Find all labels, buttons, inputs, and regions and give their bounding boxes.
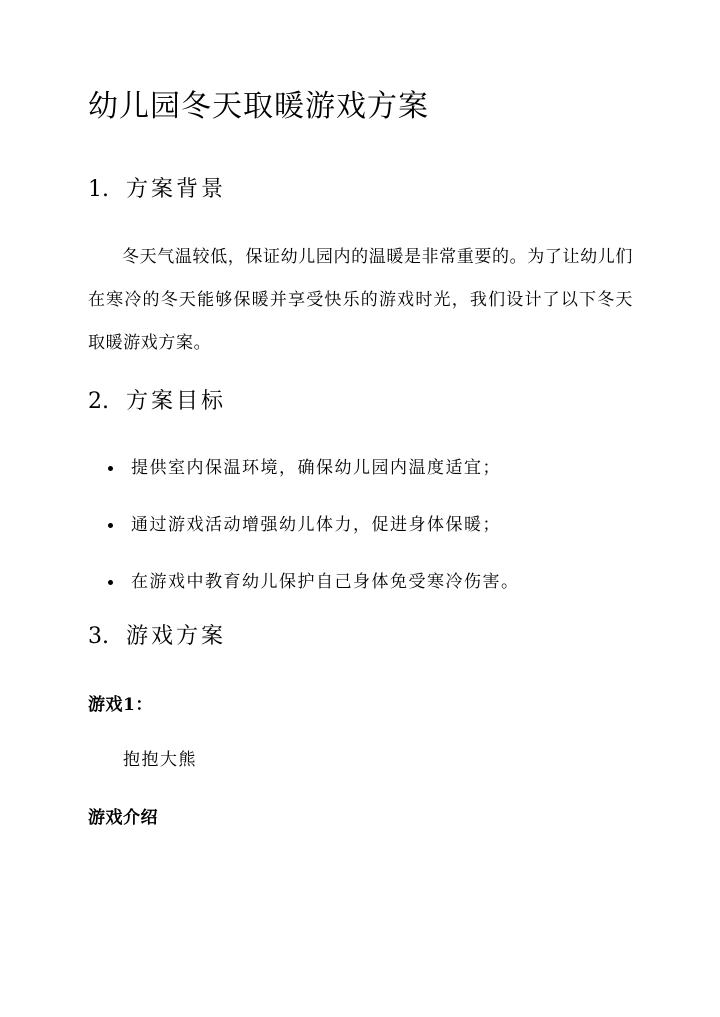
background-paragraph: 冬天气温较低，保证幼儿园内的温暖是非常重要的。为了让幼儿们在寒冷的冬天能够保暖并享受快乐的游戏时光，我们设计了以下冬天取暖游戏方案。 — [88, 247, 633, 353]
section-heading-background — [88, 174, 226, 206]
bullet-icon — [108, 580, 113, 585]
bullet-icon — [108, 466, 113, 471]
section-number: 2. — [88, 389, 109, 414]
list-item-text: 在游戏中教育幼儿保护自己身体免受寒冷伤害。 — [131, 572, 520, 592]
section-title: 游戏方案 — [126, 624, 227, 649]
game-intro-label: 游戏介绍 — [88, 808, 158, 828]
section-heading-plan — [88, 621, 226, 653]
section-title: 方案背景 — [126, 177, 227, 202]
section-number: 3. — [88, 624, 109, 649]
section-heading-goals — [88, 386, 226, 418]
section-title: 方案目标 — [126, 389, 227, 414]
list-item-text: 通过游戏活动增强幼儿体力，促进身体保暖； — [131, 515, 501, 535]
game-label: 游戏1： — [88, 695, 153, 715]
game-name: 抱抱大熊 — [123, 750, 197, 770]
section-number: 1. — [88, 177, 109, 202]
list-item-text: 提供室内保温环境，确保幼儿园内温度适宜； — [131, 458, 501, 478]
bullet-icon — [108, 523, 113, 528]
document-title: 幼儿园冬天取暖游戏方案 — [88, 89, 429, 124]
